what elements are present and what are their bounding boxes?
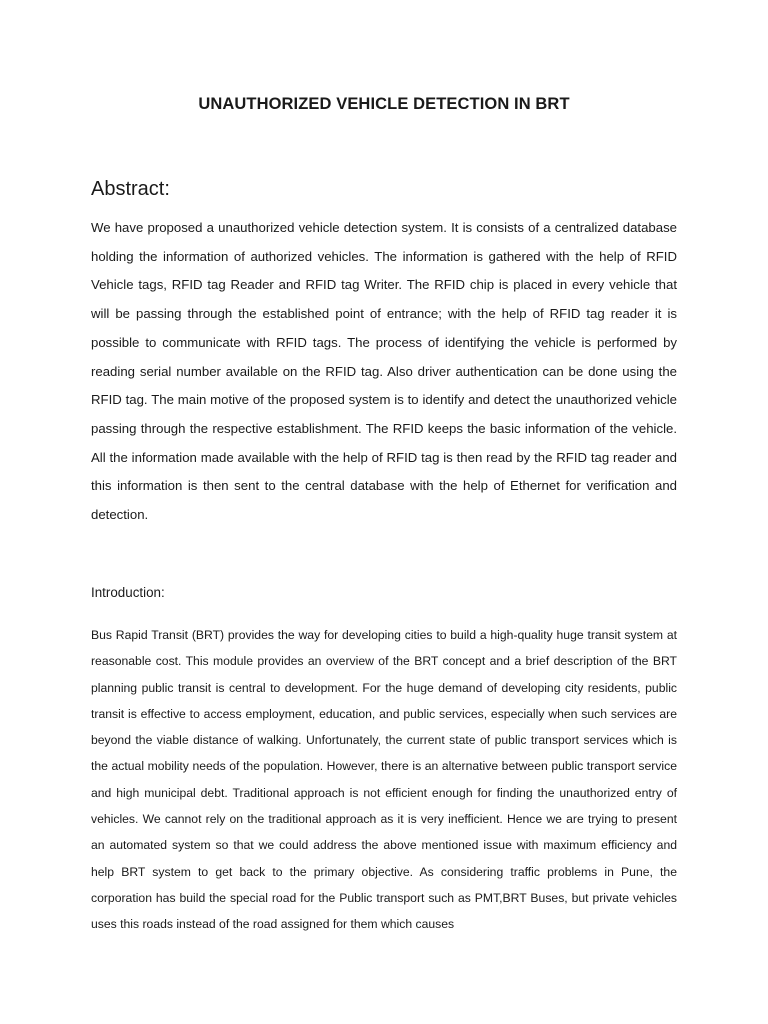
abstract-paragraph: We have proposed a unauthorized vehicle detection system. It is consists of a centralized database holding the information of authorized vehicles. The information is gathered with the help of RFID Vehicle tags, RFID tag Reader and RFID tag Writer. The RFID chip is placed in every vehicle that will be passing through the established point of entrance; with the help of RFID tag reader it is possible to communicate with RFID tags. The process of identifying the vehicle is performed by reading serial number available on the RFID tag. Also driver authentication can be done using the RFID tag. The main motive of the proposed system is to identify and detect the unauthorized vehicle passing through the respective establishment. The RFID keeps the basic information of the vehicle. All the information made available with the help of RFID tag is then read by the RFID tag reader and this information is then sent to the central database with the help of Ethernet for verification and detection. (91, 220, 677, 523)
introduction-paragraph: Bus Rapid Transit (BRT) provides the way for developing cities to build a high-quality huge transit system at reasonable cost. This module provides an overview of the BRT concept and a brief description of the BRT planning public transit is central to development. For the huge demand of developing city residents, public transit is effective to access employment, education, and public services, especially when such services are beyond the viable distance of walking. Unfortunately, the current state of public transport services which is the actual mobility needs of the population. However, there is an alternative between public transport service and high municipal debt. Traditional approach is not efficient enough for finding the unauthorized entry of vehicles. We cannot rely on the traditional approach as it is very inefficient. Hence we are trying to present an automated system so that we could address the above mentioned issue with maximum efficiency and help BRT system to get back to the primary objective. As considering traffic problems in Pune, the corporation has build the special road for the Public transport such as PMT,BRT Buses, but private vehicles uses this roads instead of the road assigned for them which causes (91, 628, 677, 932)
abstract-heading: Abstract: (91, 178, 170, 200)
introduction-heading: Introduction: (91, 585, 165, 600)
document-title: UNAUTHORIZED VEHICLE DETECTION IN BRT (198, 95, 570, 113)
